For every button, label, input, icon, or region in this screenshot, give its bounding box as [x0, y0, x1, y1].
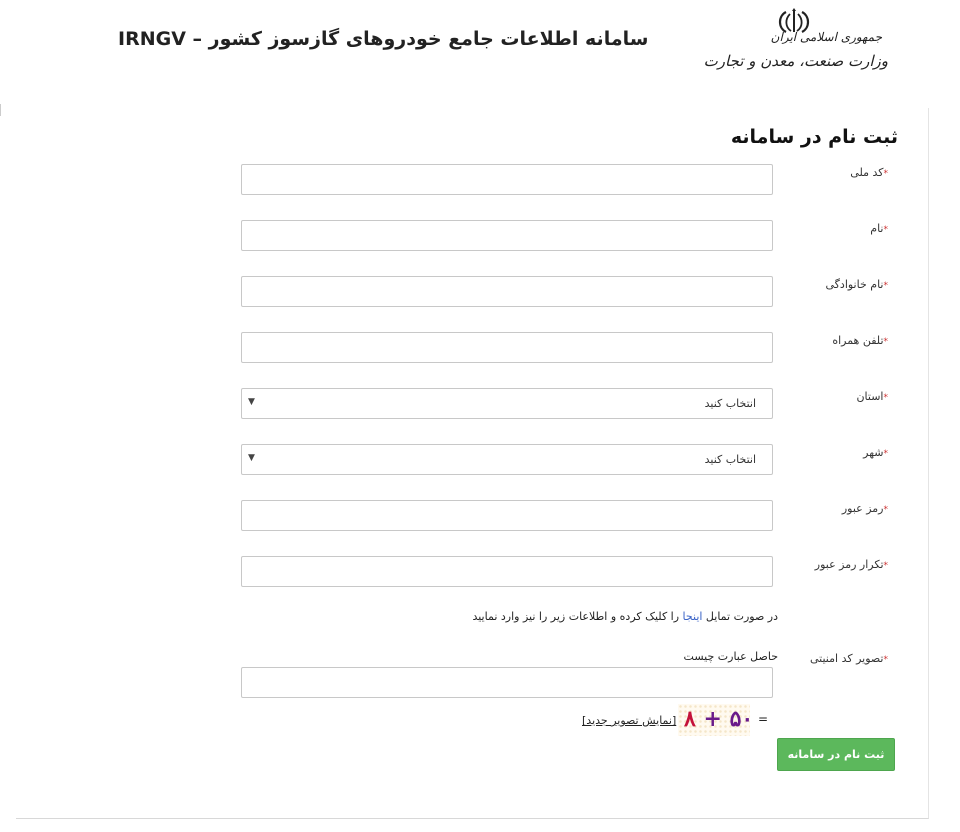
- first-name-label: *نام: [870, 222, 888, 235]
- dropdown-arrow-icon: ▼: [248, 453, 255, 463]
- captcha-image: [678, 704, 754, 736]
- captcha-image-text: ۸ + ۵۰: [684, 706, 754, 732]
- header: [0, 0, 960, 92]
- first-name-input[interactable]: [241, 220, 773, 251]
- confirm-password-input[interactable]: [241, 556, 773, 587]
- password-input[interactable]: [241, 500, 773, 531]
- city-select[interactable]: [241, 444, 773, 475]
- required-marker: *: [883, 393, 888, 403]
- required-marker: *: [883, 655, 888, 665]
- required-marker: *: [883, 281, 888, 291]
- last-name-label: *نام خانوادگی: [825, 278, 888, 291]
- confirm-password-label: *تکرار رمز عبور: [814, 558, 888, 571]
- required-marker: *: [883, 337, 888, 347]
- national-code-input[interactable]: [241, 164, 773, 195]
- required-marker: *: [883, 225, 888, 235]
- required-marker: *: [883, 449, 888, 459]
- captcha-row: [582, 704, 772, 738]
- captcha-input[interactable]: [241, 667, 773, 698]
- captcha-refresh-link[interactable]: [نمایش تصویر جدید]: [582, 714, 677, 727]
- ministry-logo[interactable]: [702, 8, 892, 78]
- logo-line-2: وزارت صنعت، معدن و تجارت: [703, 52, 888, 70]
- national-code-label: *کد ملی: [850, 166, 888, 179]
- required-marker: *: [883, 505, 888, 515]
- last-name-input[interactable]: [241, 276, 773, 307]
- required-marker: *: [883, 169, 888, 179]
- required-marker: *: [883, 561, 888, 571]
- site-title: سامانه اطلاعات جامع خودروهای گازسوز کشور – IRNGV: [118, 28, 649, 50]
- page-title: ثبت نام در سامانه: [730, 126, 898, 148]
- logo-line-1: جمهوری اسلامی ایران: [770, 30, 882, 44]
- optional-info-link[interactable]: اینجا: [682, 610, 703, 623]
- dropdown-arrow-icon: ▼: [248, 397, 255, 407]
- password-label: *رمز عبور: [841, 502, 888, 515]
- mobile-label: *تلفن همراه: [832, 334, 888, 347]
- province-label: *استان: [856, 390, 888, 403]
- province-selected-value: انتخاب کنید: [704, 397, 756, 410]
- captcha-question: حاصل عبارت چیست: [683, 650, 778, 663]
- optional-info-note: در صورت تمایل اینجا را کلیک کرده و اطلاعات زیر را نیز وارد نمایید: [472, 610, 778, 623]
- mobile-input[interactable]: [241, 332, 773, 363]
- divider: [0, 104, 1, 116]
- captcha-equals: =: [758, 712, 769, 726]
- captcha-label: *تصویر کد امنیتی: [810, 652, 888, 665]
- register-submit-button[interactable]: ثبت نام در سامانه: [777, 738, 895, 771]
- registration-panel: [16, 108, 929, 819]
- city-selected-value: انتخاب کنید: [704, 453, 756, 466]
- city-label: *شهر: [863, 446, 888, 459]
- province-select[interactable]: [241, 388, 773, 419]
